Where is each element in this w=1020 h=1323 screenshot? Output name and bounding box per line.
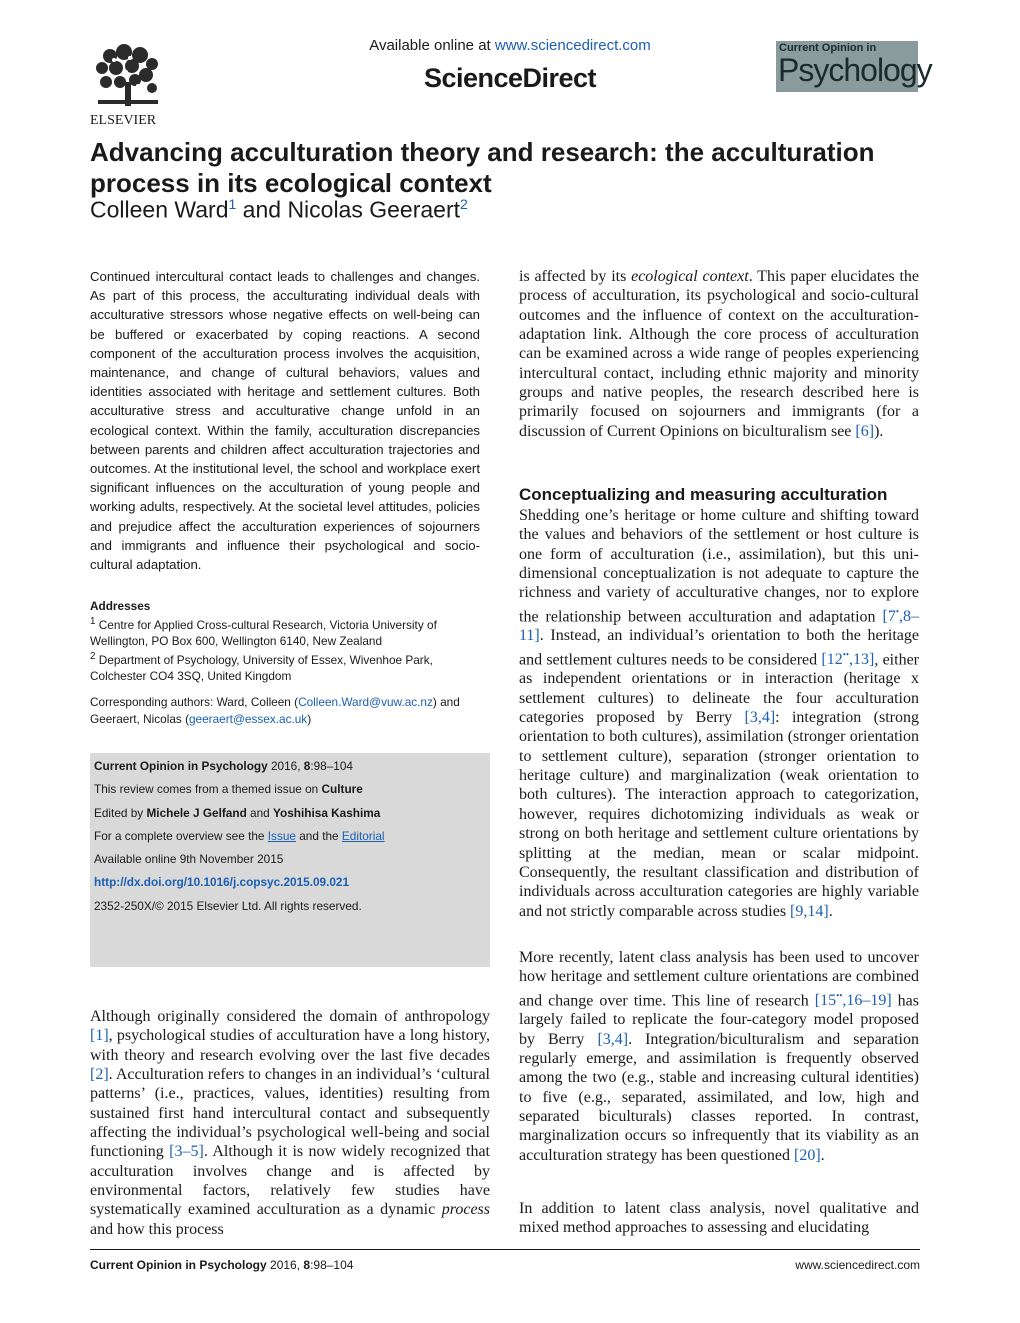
body-text: . — [820, 1146, 825, 1164]
citation-marker: •• — [842, 649, 850, 660]
body-text: is affected by its — [519, 268, 632, 285]
pages: :98–104 — [310, 759, 353, 773]
citation-link[interactable] — [821, 651, 874, 668]
body-text: . — [828, 902, 833, 920]
email-link[interactable]: geeraert@essex.ac.uk — [189, 711, 308, 726]
overview-text: For a complete overview see the — [94, 829, 268, 843]
author-list — [90, 196, 468, 224]
body-text: . Acculturation refers to changes in an individual’s ‘cultural patterns’ (i.e., practices, values, identities) resulting from sustained first hand intercultural contact and subsequently affecting the individual’s psychological well-being and social functioning — [90, 1066, 490, 1161]
article-title: Advancing acculturation theory and research: the acculturation process in its ecological context — [90, 137, 875, 198]
edited-prefix: Edited by — [94, 806, 147, 820]
intro-paragraph-continued — [519, 267, 919, 441]
footer-url[interactable]: www.sciencedirect.com — [795, 1258, 920, 1272]
body-text: : integration (strong orientation to both cultures), assimilation (stronger orientation to settlement culture), separation (stronger orientation to heritage culture) and marginalization (weak orientation to both cultures). The interaction approach to categorization, however, requires dichotomizing individuals as weak or strong on both heritage and settlement culture orientations by splitting at the median, mean or scalar midpoint. Consequently, the resultant classification and distribution of individuals across acculturation categories are highly variable and not strictly comparable across studies — [519, 709, 919, 920]
author-separator: and — [236, 196, 288, 223]
citation-link[interactable]: [3,4] — [597, 1030, 629, 1048]
citation-marker: •• — [836, 990, 843, 1001]
theme-line — [94, 782, 363, 796]
citation-link[interactable] — [815, 992, 892, 1009]
citation-link[interactable]: [20] — [794, 1146, 821, 1164]
editor-separator: and — [246, 806, 274, 820]
addresses — [90, 598, 490, 684]
journal-logo-line2: Psychology — [778, 52, 932, 88]
footer-journal: Current Opinion in Psychology — [90, 1258, 267, 1272]
corresponding-text: ) — [307, 711, 312, 726]
citation-link[interactable]: [6] — [855, 422, 875, 440]
editor-name: Michele J Gelfand — [146, 806, 247, 820]
journal-name: Current Opinion in Psychology — [94, 759, 268, 773]
body-text: . Integration/biculturalism and separation regularly emerge, and assimilation is frequently observed among the two (e.g., stable and increasing cultural identities) to five (e.g., separated, assimilated, and low, high and separated biculturals) classes reported. In contrast, marginalization occurs so infrequently that its viability as an acculturation strategy has been questioned — [519, 1030, 920, 1164]
body-text: ). — [874, 422, 884, 440]
corresponding-text: Corresponding authors: Ward, Colleen ( — [90, 695, 299, 709]
body-text: , psychological studies of acculturation have a long history, with theory and research evolving over the last five decades — [90, 1027, 490, 1064]
footer-volume: 8 — [303, 1258, 311, 1272]
author-affiliation-sup[interactable]: 2 — [460, 196, 468, 212]
body-text: Although originally considered the domain of anthropology — [90, 1008, 490, 1025]
intro-paragraph — [90, 1007, 490, 1239]
address-text: Centre for Applied Cross-cultural Research, Victoria University of Wellington, PO Box 600, Wellington 6140, New Zealand — [90, 617, 437, 648]
volume: 8 — [303, 759, 311, 773]
body-text: . Although it is now widely recognized that acculturation involves change and is affected by environmental factors, relatively few studies have systematically examined acculturation as a dynamic — [90, 1143, 491, 1219]
citation-text: [15 — [814, 992, 837, 1010]
available-prefix: Available online at — [369, 37, 495, 54]
overview-text: and the — [295, 829, 342, 843]
address-number: 1 — [90, 616, 96, 627]
footer-divider — [90, 1249, 920, 1250]
emphasis: process — [441, 1201, 490, 1219]
citation-link[interactable]: [2] — [90, 1066, 109, 1084]
address-text: Department of Psychology, University of Essex, Wivenhoe Park, Colchester CO4 3SQ, United Kingdom — [90, 652, 433, 683]
body-text: has largely failed to replicate the four-category model proposed by Berry — [519, 992, 919, 1048]
body-text: . This paper elucidates the process of acculturation, its psychological and socio-cultural outcomes and the influence of context on the acculturation-adaptation link. Although the core process of acculturation can be examined across a wide range of peoples experiencing intercultural contact, including ethnic majority and minority groups and native peoples, the research described here is primarily focused on sojourners and immigrants (for a discussion of Current Opinions on biculturalism see — [519, 268, 919, 440]
editors-line — [94, 806, 380, 820]
abstract-text: Continued intercultural contact leads to challenges and changes. As part of this process, the acculturating individual deals with acculturative stressors whose negative effects on well-being can be buffered or exacerbated by coping reactions. A second component of the acculturation process involves the acquisition, maintenance, and change of cultural behaviors, values and identities associated with heritage and settlement cultures. Both acculturative stress and acculturative change unfold in an ecological context. Within the family, acculturation discrepancies between parents and children affect acculturation trajectories and outcomes. At the institutional level, the school and workplace exert significant influences on the acculturation of young people and working adults, respectively. At the societal level attitudes, policies and prejudice affect the acculturation experiences of sojourners and immigrants and influence their psychological and socio-cultural adaptation. — [90, 269, 480, 573]
citation-text: [7 — [882, 608, 896, 626]
citation-link[interactable]: [3,4] — [744, 709, 776, 727]
citation-marker: • — [895, 606, 899, 617]
address-2 — [90, 649, 490, 684]
body-text: . Instead, an individual’s orientation to both the heritage and settlement cultures needs to be considered — [519, 627, 919, 669]
body-text: , either as independent orientations or in interaction (heritage x settlement cultures) to delineate the four acculturation categories proposed by Berry — [519, 651, 919, 727]
sciencedirect-wordmark: ScienceDirect — [423, 63, 597, 93]
publisher-name: ELSEVIER — [90, 113, 157, 127]
theme-name: Culture — [321, 782, 363, 796]
editorial-link[interactable]: Editorial — [341, 829, 385, 843]
doi-link[interactable]: http://dx.doi.org/10.1016/j.copsyc.2015.09.021 — [94, 875, 350, 889]
sciencedirect-link[interactable]: www.sciencedirect.com — [494, 37, 651, 54]
citation-text: ,13] — [849, 651, 875, 669]
body-text: In addition to latent class analysis, novel qualitative and mixed method approaches to assessing and elucidating — [519, 1200, 919, 1237]
corresponding-text: ) and Geeraert, Nicolas ( — [90, 695, 460, 726]
overview-line — [94, 829, 385, 843]
body-text: Shedding one’s heritage or home culture and shifting toward the values and behaviors of the settlement or host culture is one form of acculturation (i.e., assimilation), but this uni-dimensional conceptualization is not adequate to capture the richness and variety of acculturative changes, nor to explore the relationship between acculturation and adaptation — [519, 507, 919, 626]
citation-link[interactable]: [9,14] — [790, 902, 829, 920]
section-paragraph — [519, 1199, 919, 1238]
citation-line — [94, 759, 353, 773]
citation-text: ,16–19] — [842, 992, 892, 1010]
citation-link[interactable]: [3–5] — [169, 1143, 204, 1161]
copyright-line: 2352-250X/© 2015 Elsevier Ltd. All rights reserved. — [94, 899, 362, 913]
author-affiliation-sup[interactable]: 1 — [228, 196, 237, 212]
footer-citation — [90, 1258, 353, 1272]
body-text: More recently, latent class analysis has been used to uncover how heritage and settlement culture orientations are combined and change over time. This line of research — [519, 949, 919, 1010]
section-paragraph — [519, 506, 919, 921]
emphasis: ecological context — [631, 268, 749, 285]
section-heading: Conceptualizing and measuring acculturation — [519, 485, 888, 504]
issue-link[interactable]: Issue — [267, 829, 296, 843]
year: 2016, — [267, 759, 304, 773]
footer-year: 2016, — [266, 1258, 304, 1272]
corresponding-authors — [90, 694, 490, 727]
email-link[interactable]: Colleen.Ward@vuw.ac.nz — [298, 695, 433, 709]
address-number: 2 — [90, 650, 96, 662]
journal-logo — [776, 41, 932, 92]
citation-text: ,8–11] — [519, 608, 919, 645]
section-paragraph — [519, 948, 919, 1165]
citation-text: [12 — [821, 651, 843, 669]
author-name: Colleen Ward — [90, 196, 229, 223]
theme-prefix: This review comes from a themed issue on — [94, 782, 322, 796]
article-info-box — [90, 753, 490, 967]
footer-pages: :98–104 — [310, 1258, 354, 1272]
address-1 — [90, 614, 490, 649]
abstract — [90, 267, 480, 574]
editor-name: Yoshihisa Kashima — [273, 806, 381, 820]
body-text: and how this process — [90, 1220, 224, 1238]
author-name: Nicolas Geeraert — [287, 196, 461, 223]
addresses-heading: Addresses — [90, 599, 151, 613]
available-online-date: Available online 9th November 2015 — [94, 852, 284, 866]
journal-logo-line1: Current Opinion in — [779, 42, 877, 54]
citation-link[interactable]: [1] — [90, 1027, 109, 1045]
